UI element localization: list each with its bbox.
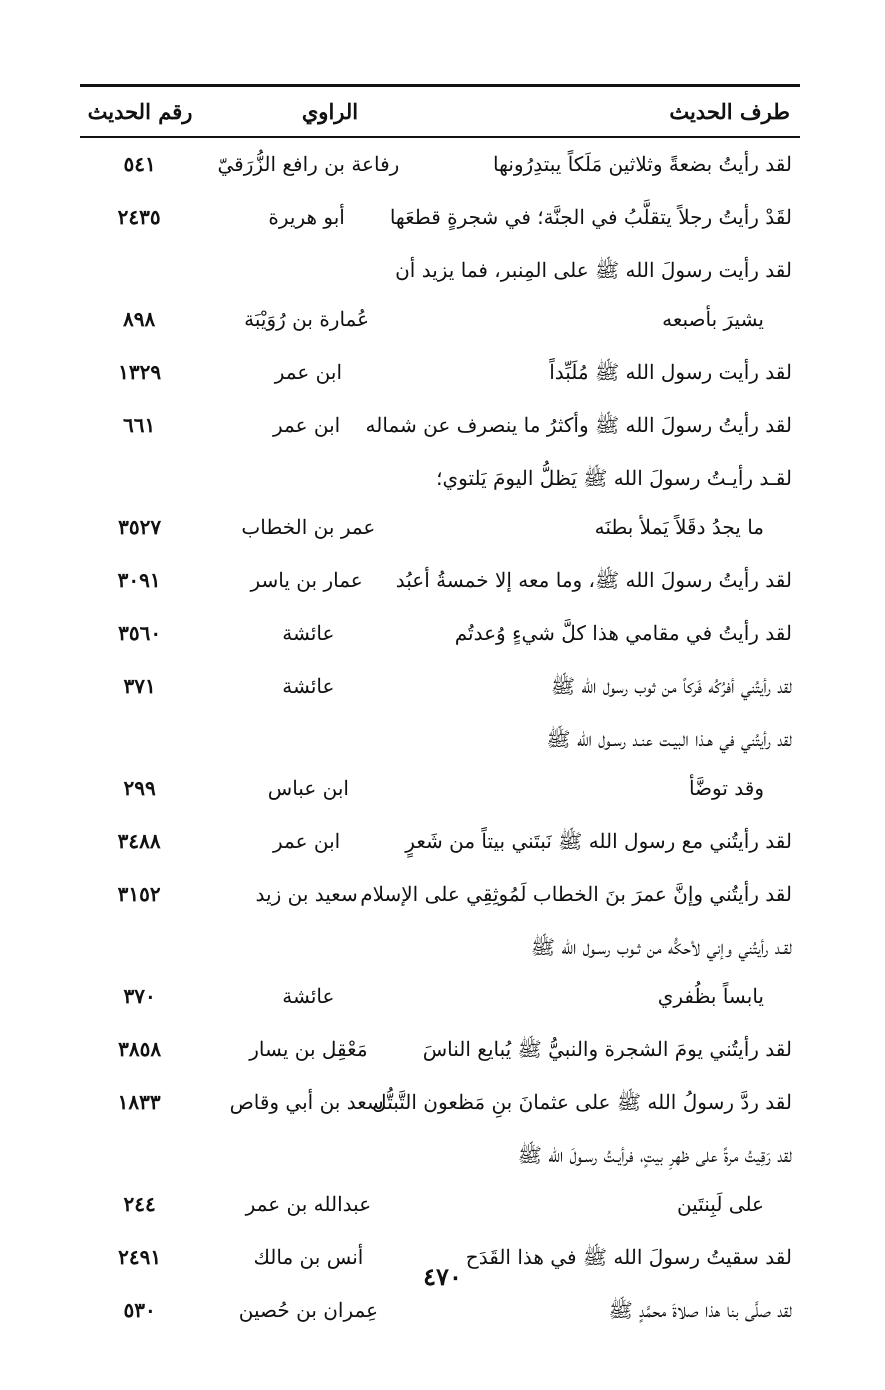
hadith-text xyxy=(418,923,800,1021)
hadith-text-line: ما يجدُ دقَلاً يَملأ بطنَه xyxy=(594,515,764,539)
hadith-text-line: يشيرَ بأصبعه xyxy=(662,307,764,331)
narrator: عبدالله بن عمر xyxy=(245,1192,372,1216)
hadith-number: ٥٣٠ xyxy=(123,1298,156,1322)
table-row xyxy=(80,715,800,817)
hadith-number: ٣٧٠ xyxy=(123,984,156,1008)
hadith-text-line: لقد رأيتُني في هـذا البيـت عنـد رسـول الله ﷺ xyxy=(546,727,792,751)
table-row xyxy=(80,1131,800,1233)
hadith-number: ٢٩٩ xyxy=(123,776,156,800)
narrator: سعد بن أبي وقاص xyxy=(229,1090,384,1114)
hadith-number: ٨٩٨ xyxy=(123,307,156,331)
hadith-number: ١٣٢٩ xyxy=(118,360,162,384)
hadith-text-line: لقد رأيتُ في مقامي هذا كلَّ شيءٍ وُعدتُم xyxy=(454,621,792,645)
hadith-text-line: يابساً بظُفري xyxy=(657,984,764,1008)
hadith-text-line: لقد رأيت رسولَ الله ﷺ على المِنبر، فما يزيد أن xyxy=(395,258,792,282)
header-hadith-number: رقم الحديث xyxy=(87,99,193,124)
hadith-text-line: لقد صلَّى بنا هذا صلاةَ محمَّدٍ ﷺ xyxy=(608,1298,792,1322)
hadith-text xyxy=(418,715,800,813)
hadith-text xyxy=(395,246,800,344)
table-row xyxy=(80,193,800,246)
hadith-text xyxy=(418,1286,800,1335)
header-hadith-text: طرف الحديث xyxy=(669,99,790,124)
hadith-number: ٣٨٥٨ xyxy=(118,1037,162,1061)
hadith-text-line: لقد رأيتُني مع رسول الله ﷺ نَبتَني بيتاً من شَعرٍ xyxy=(405,829,792,853)
hadith-text-line: لقد رأيتُني يومَ الشجرة والنبيُّ ﷺ يُبايع الناسَ xyxy=(422,1037,792,1061)
table-row xyxy=(80,401,800,454)
hadith-text-line: لقد ردَّ رسولُ الله ﷺ على عثمانَ بنِ مَظعون التَّبتُّل xyxy=(372,1090,792,1114)
table-row xyxy=(80,1078,800,1131)
narrator: مَعْقِل بن يسار xyxy=(249,1037,368,1061)
header-narrator: الراوي xyxy=(301,99,359,124)
narrator: عُمارة بن رُوَيْبَة xyxy=(244,307,370,331)
hadith-text xyxy=(418,662,800,711)
hadith-text-line: وقد توضَّأ xyxy=(688,776,764,800)
hadith-number: ٣٥٢٧ xyxy=(118,515,162,539)
table-row xyxy=(80,454,800,556)
hadith-text-line: لقد رأيتُ رسولَ الله ﷺ، وما معه إلا خمسةُ أعبُد xyxy=(395,568,792,592)
hadith-text-line: لقد رأيتُ رسولَ الله ﷺ وأكثرُ ما ينصرف عن شماله xyxy=(365,413,792,437)
narrator: ابن عمر xyxy=(272,413,341,437)
hadith-number: ٣٧١ xyxy=(123,674,156,698)
hadith-number: ٥٤١ xyxy=(123,152,156,176)
hadith-text xyxy=(395,556,800,605)
table-row xyxy=(80,923,800,1025)
table-row xyxy=(80,140,800,193)
narrator: عائشة xyxy=(282,674,335,698)
hadith-text xyxy=(405,817,800,866)
hadith-text-line: لقـد رأيـتُ رسولَ الله ﷺ يَظلُّ اليومَ يَلتوي؛ xyxy=(436,466,792,490)
table-row xyxy=(80,817,800,870)
hadith-number: ٣٤٨٨ xyxy=(117,829,161,853)
hadith-text xyxy=(418,1025,800,1074)
table-row xyxy=(80,348,800,401)
hadith-text xyxy=(389,193,800,242)
hadith-text-line: لقد رأيت رسول الله ﷺ مُلَبِّداً xyxy=(549,360,792,384)
table-row xyxy=(80,609,800,662)
hadith-text xyxy=(418,454,800,552)
top-rule xyxy=(80,84,800,87)
hadith-text xyxy=(418,1131,800,1229)
narrator: رفاعة بن رافع الزُّرَقيّ xyxy=(217,152,400,176)
table-row xyxy=(80,556,800,609)
hadith-number: ٢٤٩١ xyxy=(118,1245,162,1269)
hadith-text xyxy=(418,609,800,658)
table-row xyxy=(80,662,800,715)
hadith-text-line: لقَدْ رأيتُ رجلاً يتقلَّبُ في الجنَّة؛ في شجرةٍ قطعَها xyxy=(389,205,792,229)
hadith-text-line: لقد رَقِيتُ مرةً على ظهرِ بيتٍ، فرأيـتُ رسـولَ الله ﷺ xyxy=(517,1143,792,1167)
hadith-number: ٦٦١ xyxy=(123,413,156,437)
narrator: عمر بن الخطاب xyxy=(241,515,376,539)
table-row xyxy=(80,1286,800,1339)
narrator: أبو هريرة xyxy=(268,205,345,229)
narrator: عمار بن ياسر xyxy=(250,568,363,592)
narrator: عائشة xyxy=(282,621,335,645)
narrator: ابن عمر xyxy=(274,360,343,384)
hadith-number: ٢٤٤ xyxy=(123,1192,156,1216)
hadith-number: ١٨٣٣ xyxy=(117,1090,161,1114)
hadith-number: ٢٤٣٥ xyxy=(117,205,161,229)
hadith-number: ٣١٥٢ xyxy=(117,882,161,906)
hadith-text-line: لقد رأيتُني أفرُكُه فَركاً من ثوب رسول الله ﷺ xyxy=(550,674,792,698)
hadith-text xyxy=(418,348,800,397)
narrator: عِمران بن حُصين xyxy=(238,1298,379,1322)
narrator: أنس بن مالك xyxy=(253,1245,364,1269)
hadith-text-line: على لَبِنتَين xyxy=(676,1192,764,1216)
header-rule xyxy=(80,136,800,138)
page-number: ٤٧٠ xyxy=(423,1262,462,1291)
narrator: ابن عمر xyxy=(272,829,341,853)
hadith-text-line: لقد رأيتُ بضعةً وثلاثين مَلَكاً يبتدِرُونها xyxy=(493,152,792,176)
hadith-number: ٣٥٦٠ xyxy=(118,621,162,645)
hadith-text xyxy=(365,401,800,450)
narrator: عائشة xyxy=(282,984,335,1008)
table-row xyxy=(80,1025,800,1078)
hadith-text xyxy=(372,1078,800,1127)
hadith-number: ٣٠٩١ xyxy=(117,568,161,592)
hadith-text-line: لقـد رأيتُني وإني لأحكُّه من ثـوب رسـول الله ﷺ xyxy=(530,935,792,959)
hadith-text-line: لقد رأيتُني وإنَّ عمرَ بنَ الخطاب لَمُوثِقِي على الإسلام xyxy=(360,882,792,906)
table-row xyxy=(80,870,800,923)
table-row xyxy=(80,246,800,348)
hadith-text xyxy=(418,140,800,189)
narrator: ابن عباس xyxy=(267,776,349,800)
narrator: سعيد بن زيد xyxy=(255,882,358,906)
hadith-text-line: لقد سقيتُ رسولَ الله ﷺ في هذا القَدَح xyxy=(465,1245,792,1269)
hadith-text xyxy=(360,870,800,919)
